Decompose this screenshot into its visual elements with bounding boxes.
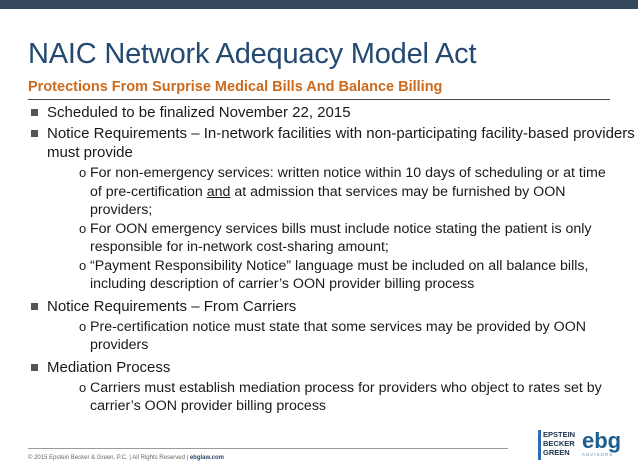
sub-bullet-text: For OON emergency services bills must include notice stating the patient is only responsible for in-network cost-sharing amount; (90, 220, 592, 255)
sub-bullet-text: Carriers must establish mediation process for providers who object to rates set by carrier’s OON provider billing process (90, 379, 602, 414)
advisors-label: ADVISORS (582, 452, 614, 457)
bullet-text: Notice Requirements – In-network facilities with non-participating facility-based providers must provide (47, 125, 635, 161)
title-divider (28, 99, 610, 100)
logo-line-3: GREEN (543, 448, 570, 457)
slide-subtitle: Protections From Surprise Medical Bills And Balance Billing (28, 79, 443, 95)
sub-bullet-underlined: and (206, 183, 231, 200)
bullet-item (0, 358, 638, 377)
bullet-square-icon (31, 130, 38, 137)
circle-bullet-icon: o (79, 165, 87, 180)
top-bar (0, 0, 638, 9)
circle-bullet-icon: o (79, 318, 87, 334)
circle-bullet-icon: o (79, 379, 87, 395)
footer-url-link[interactable]: ebglaw.com (189, 455, 224, 461)
sub-bullet-text: Pre-certification notice must state that some services may be provided by OON providers (90, 318, 586, 353)
logo-line-1: EPSTEIN (543, 430, 576, 439)
sub-bullet-item (0, 164, 638, 220)
sub-bullet-text-end: at admission that services may be furnished by OON providers; (90, 183, 566, 218)
sub-bullet-item (0, 220, 638, 257)
logo-line-2: BECKER (543, 439, 575, 448)
circle-bullet-icon: o (79, 220, 87, 236)
footer-copyright: © 2015 Epstein Becker & Green, P.C. | All Rights Reserved | (28, 455, 189, 461)
sub-bullet-text: For non-emergency services: written notice within 10 days of scheduling or at time of pre-certification (90, 165, 606, 200)
ebg-mark: ebg (582, 428, 622, 453)
sub-bullet-item (0, 257, 638, 294)
sub-bullet-text: “Payment Responsibility Notice” language must be included on all balance bills, including description of carrier’s OON provider billing process (90, 257, 589, 292)
sub-bullet-item (0, 318, 638, 355)
slide-title: NAIC Network Adequacy Model Act (28, 38, 477, 70)
sub-bullet-item (0, 379, 638, 416)
circle-bullet-icon: o (79, 257, 87, 273)
bullet-text: Mediation Process (47, 358, 171, 376)
bullet-item (0, 103, 638, 122)
ebg-advisors-logo (582, 430, 632, 462)
bullet-square-icon (31, 364, 38, 371)
footer (28, 455, 224, 461)
footer-divider (28, 448, 508, 449)
bullet-square-icon (31, 303, 38, 310)
epstein-becker-green-logo (538, 430, 576, 460)
bullet-item (0, 124, 638, 162)
bullet-text: Notice Requirements – From Carriers (47, 297, 297, 315)
bullet-item (0, 297, 638, 316)
bullet-text: Scheduled to be finalized November 22, 2015 (47, 104, 351, 121)
bullet-list (0, 103, 638, 416)
bullet-square-icon (31, 109, 38, 116)
